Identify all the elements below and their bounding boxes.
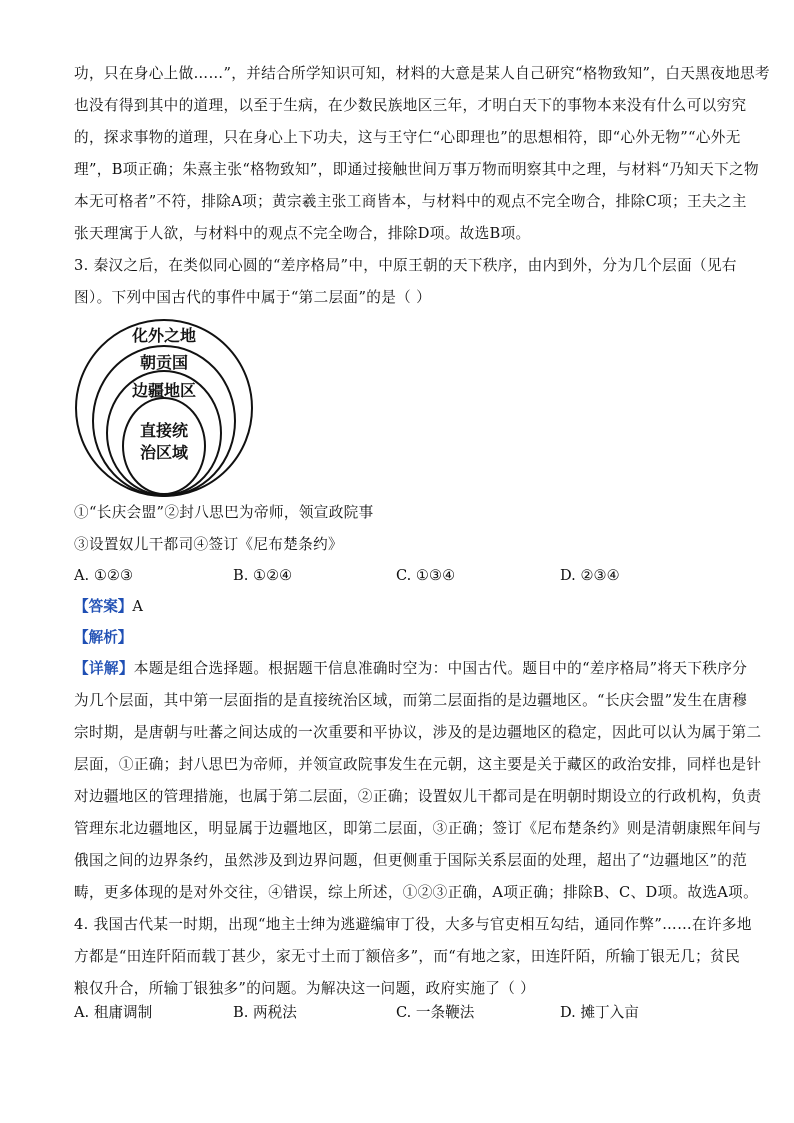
detail-tag: 【详解】 [74, 660, 134, 677]
q3-detail-line-3: 宗时期，是唐朝与吐蕃之间达成的一次重要和平协议，涉及的是边疆地区的稳定，因此可以认为属于第二 [74, 724, 762, 741]
analysis-tag: 【解析】 [74, 629, 133, 646]
q2-explanation-line-6: 张天理寓于人欲，与材料中的观点不完全吻合，排除D项。故选B项。 [74, 225, 531, 242]
concentric-order-diagram [74, 318, 254, 498]
q3-stem-line-2: 图）。下列中国古代的事件中属于“第二层面”的是（ ） [74, 289, 432, 306]
q3-detail-line-6: 管理东北边疆地区，明显属于边疆地区，即第二层面，③正确；签订《尼布楚条约》则是清朝康熙年间与 [74, 820, 762, 837]
label-outer: 化外之地 [131, 326, 197, 345]
answer-tag: 【答案】 [74, 598, 133, 615]
q3-option-d: D. ②③④ [560, 567, 620, 584]
label-second: 朝贡国 [139, 353, 189, 372]
q3-option-b: B. ①②④ [233, 567, 293, 584]
q4-option-b: B. 两税法 [233, 1004, 297, 1021]
q3-detail-line-8: 畴，更多体现的是对外交往，④错误，综上所述，①②③正确，A项正确；排除B、C、D项。故选A项。 [74, 884, 759, 901]
q3-option-a: A. ①②③ [74, 567, 134, 584]
q4-stem-line-1: 4. 我国古代某一时期，出现“地主士绅为逃避编审丁役，大多与官吏相互勾结，通同作弊”……在许多地 [74, 916, 752, 933]
label-inner-2: 治区域 [139, 443, 189, 462]
q3-detail-line-4: 层面，①正确；封八思巴为帝师，并领宣政院事发生在元朝，这主要是关于藏区的政治安排，同样也是针 [74, 756, 762, 773]
q4-option-a: A. 租庸调制 [74, 1004, 153, 1021]
q2-explanation-line-3: 的，探求事物的道理，只在身心上下功夫，这与王守仁“心即理也”的思想相符，即“心外无物”“心外无 [74, 129, 741, 146]
q2-explanation-line-4: 理”，B项正确；朱熹主张“格物致知”，即通过接触世间万事万物而明察其中之理，与材料“乃知天下之物 [74, 161, 759, 178]
q3-answer [74, 597, 143, 617]
q3-stem-line-1: 3. 秦汉之后，在类似同心圆的“差序格局”中，中原王朝的天下秩序，由内到外，分为几个层面（见右 [74, 257, 737, 274]
q3-detail-line-1 [74, 659, 747, 679]
q2-explanation-line-5: 本无可格者”不符，排除A项；黄宗羲主张工商皆本，与材料中的观点不完全吻合，排除C项；王夫之主 [74, 193, 747, 210]
q3-analysis-heading [74, 628, 132, 648]
q4-option-d: D. 摊丁入亩 [560, 1004, 639, 1021]
q3-detail-line-2: 为几个层面，其中第一层面指的是直接统治区域，而第二层面指的是边疆地区。“长庆会盟”发生在唐穆 [74, 692, 748, 709]
q2-explanation-line-2: 也没有得到其中的道理，以至于生病，在少数民族地区三年，才明白天下的事物本来没有什么可以穷究 [74, 97, 747, 114]
detail-text-1: 本题是组合选择题。根据题干信息准确时空为：中国古代。题目中的“差序格局”将天下秩序分 [133, 660, 748, 677]
q4-stem-line-2: 方都是“田连阡陌而载丁甚少，家无寸土而丁额倍多”，而“有地之家，田连阡陌，所输丁银无几；贫民 [74, 948, 741, 965]
q3-detail-line-7: 俄国之间的边界条约，虽然涉及到边界问题，但更侧重于国际关系层面的处理，超出了“边疆地区”的范 [74, 852, 748, 869]
q3-items-line-1: ①“长庆会盟”②封八思巴为帝师，领宣政院事 [74, 504, 374, 521]
label-inner-1: 直接统 [139, 421, 189, 440]
q3-option-c: C. ①③④ [396, 567, 456, 584]
q4-option-c: C. 一条鞭法 [396, 1004, 475, 1021]
label-third: 边疆地区 [131, 381, 197, 400]
q3-items-line-2: ③设置奴儿干都司④签订《尼布楚条约》 [74, 536, 343, 553]
answer-value: A [132, 598, 143, 615]
q4-stem-line-3: 粮仅升合，所输丁银独多”的问题。为解决这一问题，政府实施了（ ） [74, 980, 536, 997]
q2-explanation-line-1: 功，只在身心上做……”，并结合所学知识可知，材料的大意是某人自己研究“格物致知”，白天黑夜地思考 [74, 65, 770, 82]
q3-detail-line-5: 对边疆地区的管理措施，也属于第二层面，②正确；设置奴儿干都司是在明朝时期设立的行政机构，负责 [74, 788, 762, 805]
